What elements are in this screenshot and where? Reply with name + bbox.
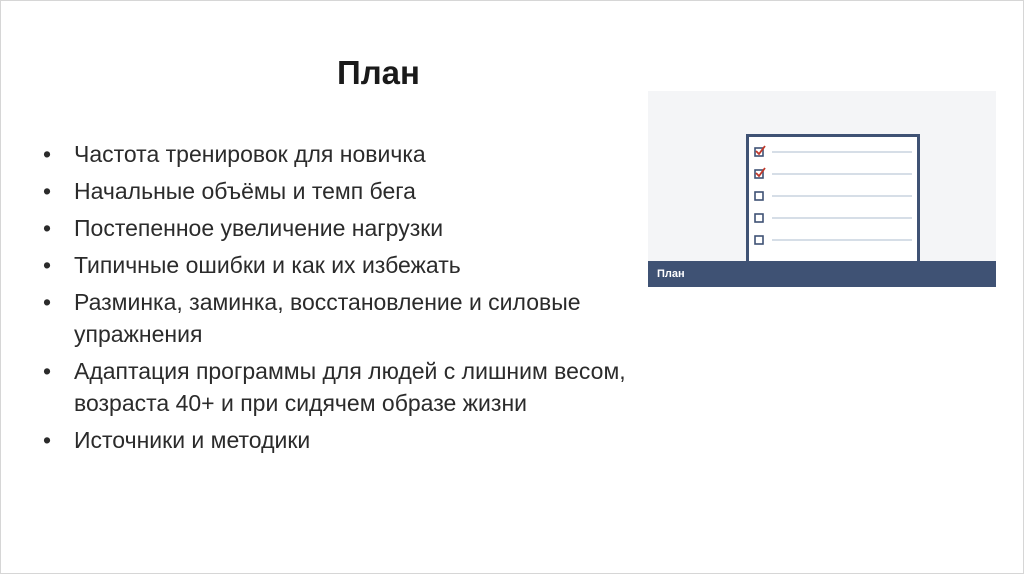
illustration-caption-bar: [648, 261, 996, 287]
bullet-dot: •: [43, 358, 52, 384]
bullet-dot: •: [43, 178, 52, 204]
bullet-dot: •: [43, 427, 52, 453]
bullet-text: Источники и методики: [74, 427, 311, 453]
bullet-text: Разминка, заминка, восстановление и силовые упражнения: [74, 289, 581, 347]
bullet-text: Частота тренировок для новичка: [74, 141, 426, 167]
bullet-item: [43, 138, 703, 170]
bullet-item: [43, 249, 703, 281]
illustration-caption: План: [657, 268, 685, 280]
slide-title: План: [337, 54, 420, 91]
bullet-dot: •: [43, 215, 52, 241]
bullet-dot: •: [43, 289, 52, 315]
bullet-dot: •: [43, 252, 52, 278]
checklist-icon: [648, 91, 996, 261]
bullet-item: [43, 212, 703, 244]
bullet-item: [43, 424, 703, 456]
bullet-text: Начальные объёмы и темп бега: [74, 178, 416, 204]
bullet-list: [43, 138, 703, 461]
bullet-item: [43, 355, 699, 419]
bullet-item: [43, 175, 703, 207]
checklist-frame: [748, 136, 919, 262]
bullet-text: Типичные ошибки и как их избежать: [74, 252, 461, 278]
bullet-text: Постепенное увеличение нагрузки: [74, 215, 444, 241]
bullet-text: Адаптация программы для людей с лишним весом, возраста 40+ и при сидячем образе жизни: [74, 358, 626, 416]
checklist-illustration: [648, 91, 996, 287]
bullet-item: [43, 286, 654, 350]
bullet-dot: •: [43, 141, 52, 167]
